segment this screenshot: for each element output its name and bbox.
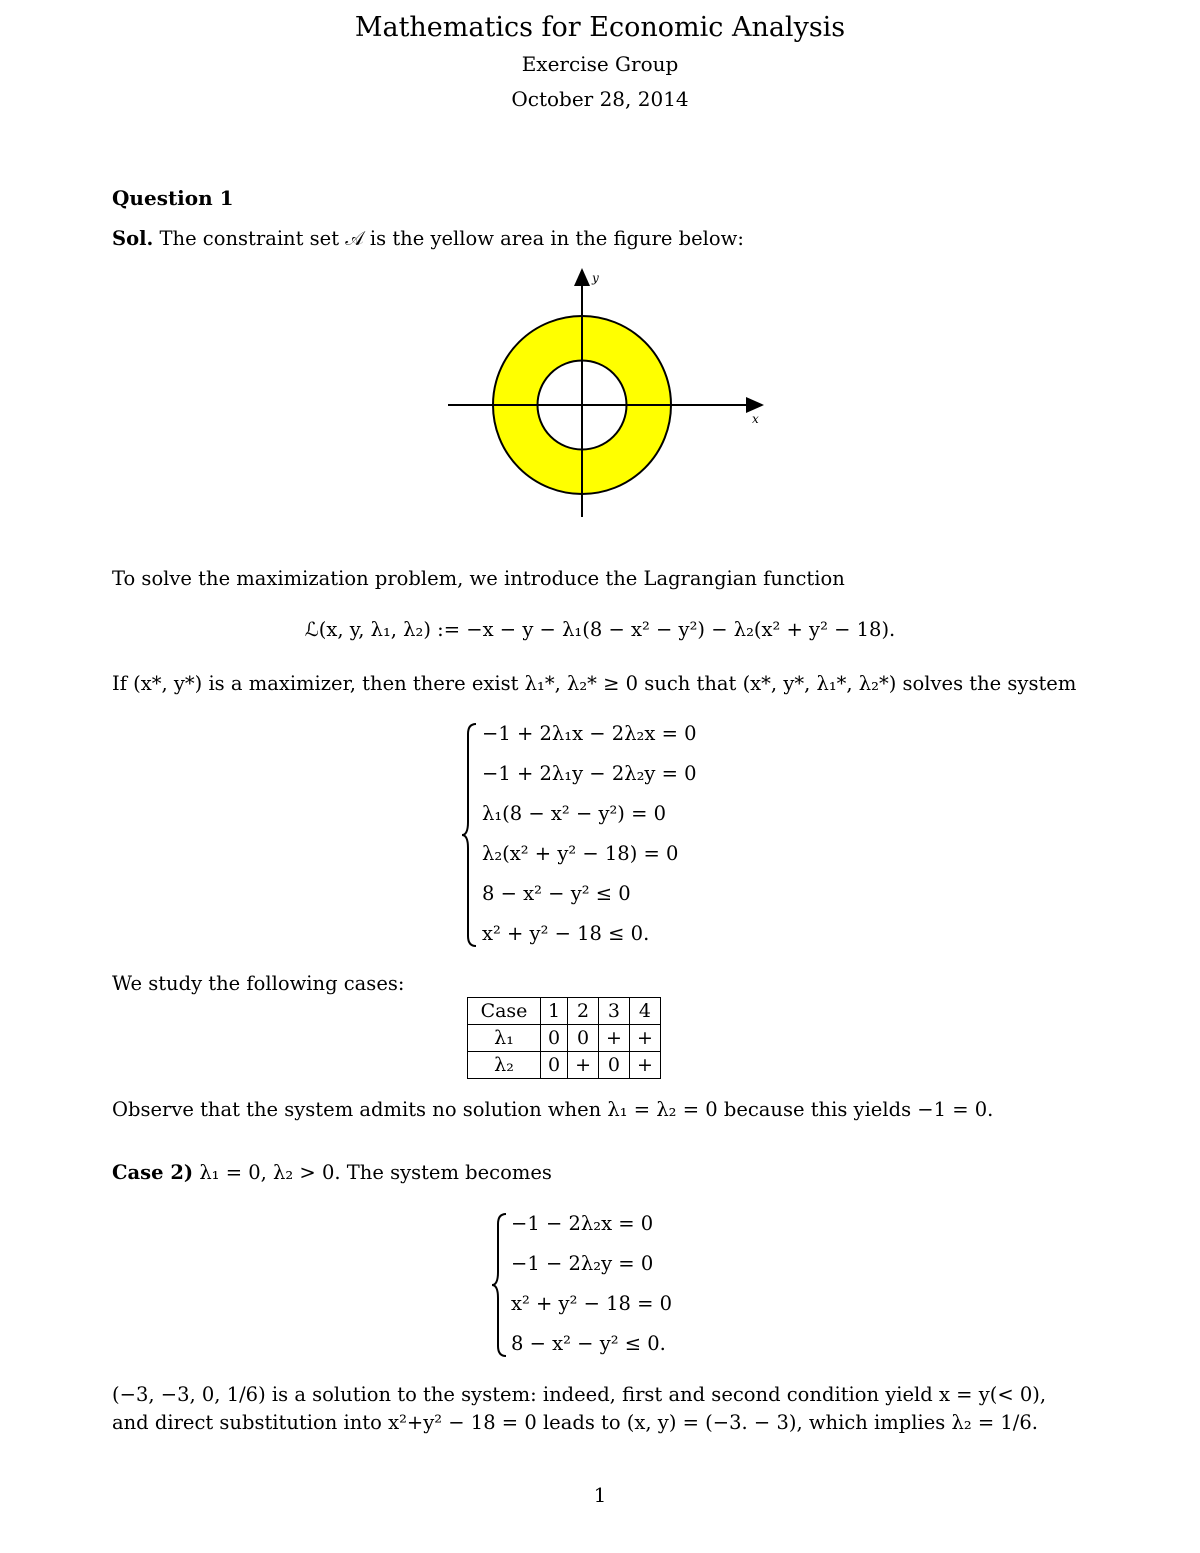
table-cell: 4 (629, 998, 660, 1025)
solution-line-1: (−3, −3, 0, 1/6) is a solution to the system: indeed, first and second condition yield x = y(< 0), (112, 1383, 1047, 1406)
table-cell: 0 (599, 1052, 630, 1079)
system1-line: x² + y² − 18 ≤ 0. (482, 922, 650, 945)
document-title: Mathematics for Economic Analysis (354, 12, 846, 43)
cases-table (467, 997, 661, 1079)
lagrangian-equation: ℒ(x, y, λ₁, λ₂) := −x − y − λ₁(8 − x² − y²) − λ₂(x² + y² − 18). (304, 618, 896, 641)
question-heading: Question 1 (112, 186, 234, 210)
case2-heading (112, 1161, 552, 1184)
table-cell: 0 (541, 1052, 568, 1079)
y-axis-label: y (592, 271, 599, 285)
table-row (468, 998, 661, 1025)
table-cell: λ₂ (468, 1052, 541, 1079)
table-cell: 1 (541, 998, 568, 1025)
system1-line: −1 + 2λ₁y − 2λ₂y = 0 (482, 762, 697, 785)
kkt-statement: If (x*, y*) is a maximizer, then there exist λ₁*, λ₂* ≥ 0 such that (x*, y*, λ₁*, λ₂*) solves the system (112, 672, 1077, 695)
system1-brace (462, 722, 478, 948)
system2-brace (492, 1212, 508, 1358)
table-row (468, 1025, 661, 1052)
sol-text: The constraint set 𝒜 is the yellow area in the figure below: (159, 227, 744, 250)
x-axis-label: x (752, 412, 759, 426)
table-row (468, 1052, 661, 1079)
table-cell: + (629, 1025, 660, 1052)
observation-text: Observe that the system admits no solution when λ₁ = λ₂ = 0 because this yields −1 = 0. (112, 1098, 994, 1121)
lagrangian-intro: To solve the maximization problem, we introduce the Lagrangian function (112, 567, 845, 590)
table-cell: 0 (541, 1025, 568, 1052)
sol-label: Sol. (112, 227, 154, 250)
system1-line: λ₂(x² + y² − 18) = 0 (482, 842, 679, 865)
document-subtitle: Exercise Group (521, 52, 679, 76)
system2-line: −1 − 2λ₂y = 0 (511, 1252, 654, 1275)
system1-line: −1 + 2λ₁x − 2λ₂x = 0 (482, 722, 697, 745)
case2-text: λ₁ = 0, λ₂ > 0. The system becomes (199, 1161, 552, 1184)
table-cell: + (599, 1025, 630, 1052)
system2-line: 8 − x² − y² ≤ 0. (511, 1332, 666, 1355)
table-cell: + (629, 1052, 660, 1079)
table-cell: 3 (599, 998, 630, 1025)
constraint-set-figure (440, 262, 780, 524)
system2-line: −1 − 2λ₂x = 0 (511, 1212, 654, 1235)
table-cell: + (568, 1052, 599, 1079)
cases-intro: We study the following cases: (112, 972, 405, 995)
case2-label: Case 2) (112, 1161, 194, 1184)
table-cell: 2 (568, 998, 599, 1025)
solution-intro (112, 227, 744, 250)
system1-line: λ₁(8 − x² − y²) = 0 (482, 802, 667, 825)
solution-line-2: and direct substitution into x²+y² − 18 = 0 leads to (x, y) = (−3. − 3), which implies λ₂ = 1/6. (112, 1411, 1038, 1434)
document-date: October 28, 2014 (511, 87, 689, 111)
system1-line: 8 − x² − y² ≤ 0 (482, 882, 631, 905)
table-cell: 0 (568, 1025, 599, 1052)
page-number: 1 (593, 1483, 607, 1507)
table-cell: Case (468, 998, 541, 1025)
system2-line: x² + y² − 18 = 0 (511, 1292, 673, 1315)
table-cell: λ₁ (468, 1025, 541, 1052)
